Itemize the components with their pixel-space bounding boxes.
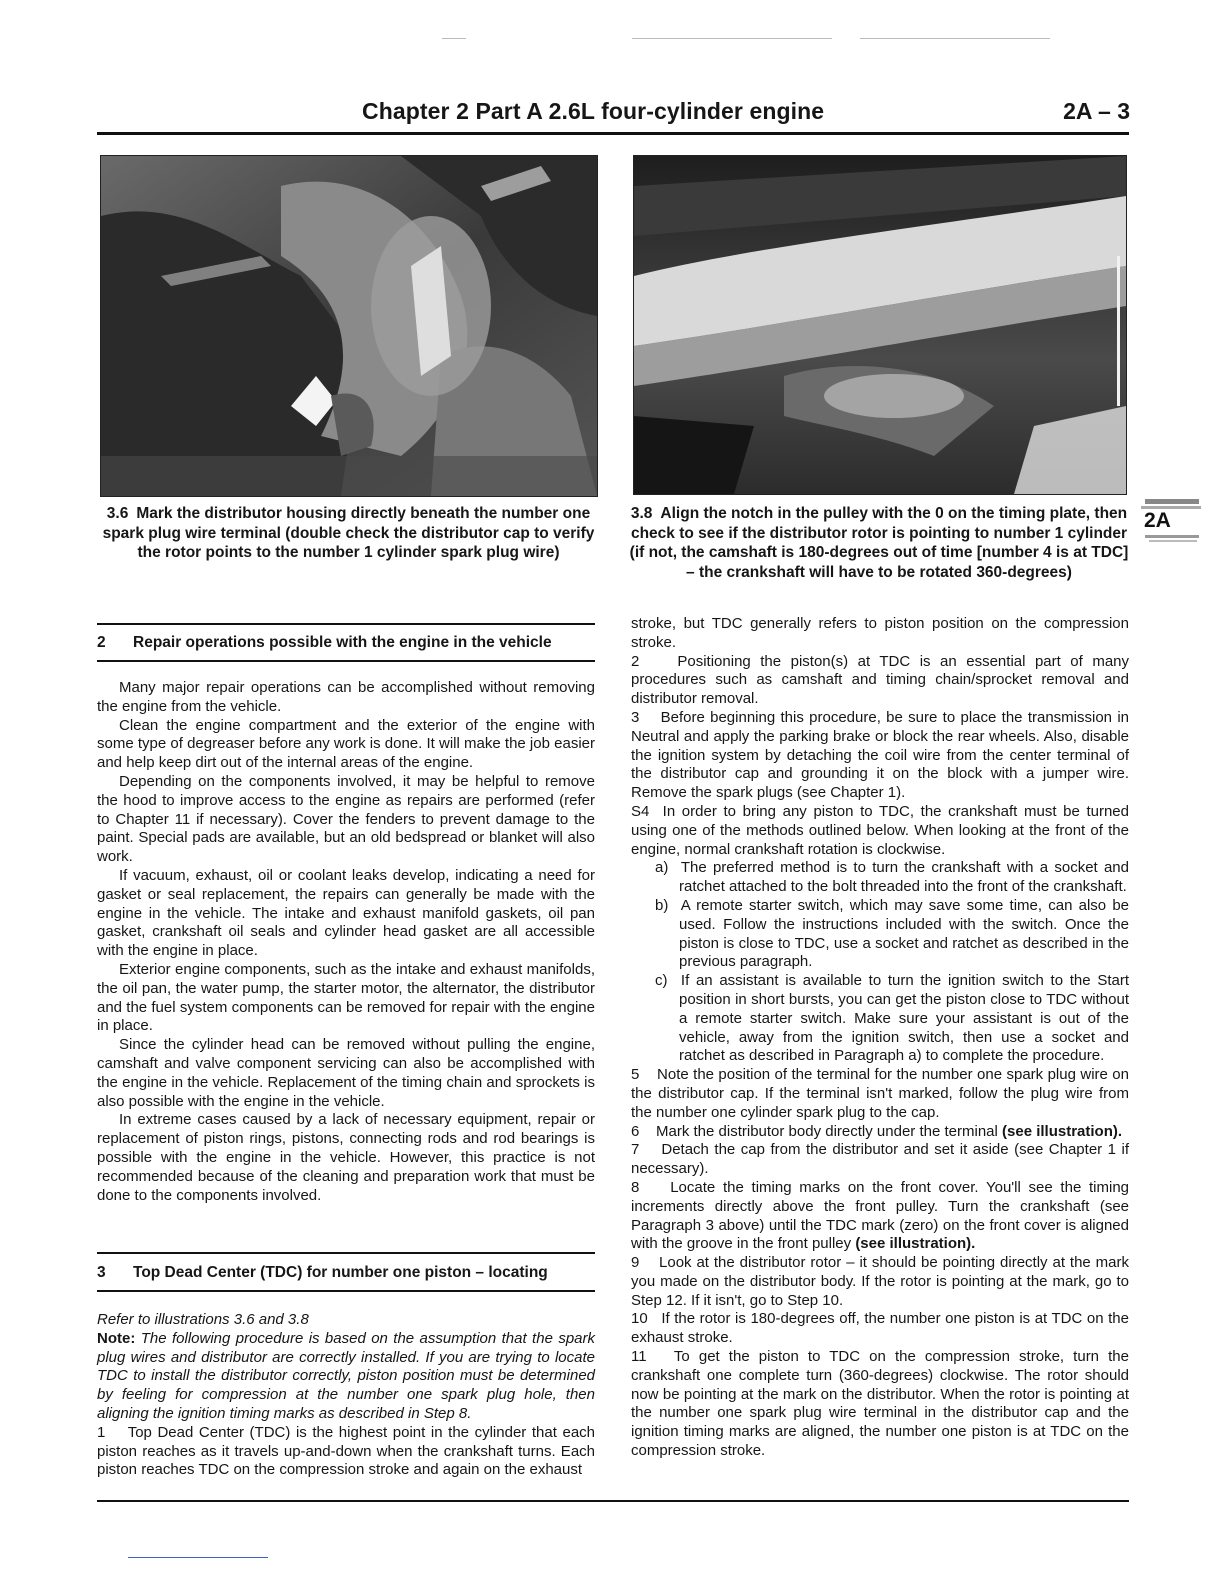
caption-text: Align the notch in the pulley with the 0 on the timing plate, then check to see if the distributor rotor is pointing to number 1 cylinder (if not, the camshaft is 180-degrees out of time [number 4 is at TDC] – the crankshaft will have to be rotated 360-degrees) [629, 505, 1129, 581]
chapter-title: Chapter 2 Part A 2.6L four-cylinder engine [362, 98, 825, 124]
right-column-body [631, 615, 1129, 1461]
step-7 [631, 1141, 1129, 1179]
section-number: 2 [97, 634, 106, 651]
method-label: b) [655, 896, 669, 914]
step-number: 7 [631, 1141, 640, 1159]
method-text: A remote starter switch, which may save some time, can also be used. Follow the instructions included with the switch. Once the piston is close to TDC, use a socket and ratchet as described in the previous paragraph. [679, 896, 1129, 971]
header-rule [97, 132, 1129, 135]
step-text: In order to bring any piston to TDC, the crankshaft must be turned using one of the methods outlined below. When looking at the front of the engine, normal crankshaft rotation is clockwise. [631, 802, 1129, 858]
step-number: 11 [631, 1348, 647, 1366]
step-number: 2 [631, 652, 640, 670]
photo-distributor-housing-icon [100, 155, 598, 497]
step-text: Detach the cap from the distributor and set it aside (see Chapter 1 if necessary). [631, 1141, 1130, 1178]
section-rule [97, 623, 595, 625]
note-label: Note: [97, 1329, 136, 1347]
paragraph: Many major repair operations can be accomplished without removing the engine from the vehicle. [97, 679, 595, 715]
paragraph: Depending on the components involved, it may be helpful to remove the hood to improve access to the engine as repairs are performed (refer to Chapter 11 if necessary). Cover the fenders to prevent damage to the paint. Special pads are available, but an old bedspread or blanket will also work. [97, 772, 595, 866]
step-4 [631, 803, 1129, 859]
illustration-link: (see illustration). [855, 1235, 976, 1253]
continuation-paragraph: stroke, but TDC generally refers to piston position on the compression stroke. [631, 615, 1129, 651]
section-body [97, 679, 595, 1205]
footer-mark [128, 1557, 268, 1558]
caption-text: Mark the distributor housing directly beneath the number one spark plug wire terminal (double check the distributor cap to verify the rotor points to the number 1 cylinder spark plug wire) [102, 505, 595, 561]
step-text: Locate the timing marks on the front cover. You'll see the timing increments directly above the front pulley. Turn the crankshaft (see Paragraph 3 above) until the TDC mark (zero) on the front cover is aligned with the groove in the front pulley [631, 1178, 1130, 1253]
photo-crankshaft-pulley-icon [633, 155, 1127, 495]
page-number: 2A – 3 [1063, 98, 1130, 124]
section-title: Repair operations possible with the engine in the vehicle [133, 634, 552, 651]
note-paragraph [97, 1330, 595, 1424]
method-text: The preferred method is to turn the crankshaft with a socket and ratchet attached to the bolt threaded into the front of the crankshaft. [679, 859, 1129, 896]
method-text: If an assistant is available to turn the ignition switch to the Start position in short bursts, you can get the piston close to TDC without a remote starter switch. Make sure your assistant is out of the vehicle, away from the ignition switch, then use a socket and ratchet as described in Paragraph a) to complete the procedure. [679, 972, 1129, 1065]
step-number: 9 [631, 1254, 640, 1272]
step-1 [97, 1424, 595, 1480]
illustration-reference: Refer to illustrations 3.6 and 3.8 [97, 1311, 309, 1328]
section-tab-label: 2A [1144, 509, 1171, 532]
scan-mark [632, 38, 832, 39]
method-b [631, 897, 1129, 972]
step-text: Top Dead Center (TDC) is the highest point in the cylinder that each piston reaches as it travels up-and-down when the crankshaft turns. Each piston reaches TDC on the compression stroke and again on the exhaust [97, 1423, 595, 1479]
figure-caption-3-6 [97, 504, 600, 563]
section-rule [97, 660, 595, 662]
section-tab [1141, 497, 1201, 545]
method-c [631, 972, 1129, 1066]
section-rule [97, 1290, 595, 1292]
section-heading [97, 1264, 548, 1282]
step-11 [631, 1348, 1129, 1461]
figure-number: 3.6 [106, 505, 129, 522]
step-text: Positioning the piston(s) at TDC is an essential part of many procedures such as camshaft and timing chain/sprocket removal and distributor removal. [631, 652, 1130, 708]
step-text: If the rotor is 180-degrees off, the number one piston is at TDC on the exhaust stroke. [631, 1310, 1129, 1347]
note-text: The following procedure is based on the assumption that the spark plug wires and distributor are correctly installed. If you are trying to locate TDC to install the distributor correctly, piston position must be determined by feeling for compression at the number one spark plug hole, then aligning the ignition timing marks as described in Step 8. [97, 1329, 595, 1422]
step-number: 8 [631, 1178, 640, 1196]
section-rule [97, 1252, 595, 1254]
paragraph: Exterior engine components, such as the intake and exhaust manifolds, the oil pan, the water pump, the starter motor, the alternator, the distributor and the fuel system components can be removed for repair with the engine in place. [97, 960, 595, 1035]
step-10 [631, 1310, 1129, 1348]
step-text: Note the position of the terminal for the number one spark plug wire on the distributor cap. If the terminal isn't marked, follow the plug wire from the number one cylinder spark plug to the cap. [631, 1066, 1129, 1121]
method-label: c) [655, 972, 668, 990]
step-number: 3 [631, 708, 640, 726]
paragraph: In extreme cases caused by a lack of necessary equipment, repair or replacement of piston rings, pistons, connecting rods and rod bearings is possible with the engine in the vehicle. However, this practice is not recommended because of the cleaning and preparation work that must be done to the components involved. [97, 1111, 595, 1204]
step-text: Before beginning this procedure, be sure to place the transmission in Neutral and apply the parking brake or block the rear wheels. Also, disable the ignition system by detaching the coil wire from the center terminal of the distributor cap and grounding it on the block with a jumper wire. Remove the spark plugs (see Chapter 1). [631, 708, 1130, 802]
step-8 [631, 1179, 1129, 1254]
footer-rule [97, 1500, 1129, 1502]
step-text: Mark the distributor body directly under the terminal [656, 1122, 998, 1140]
paragraph: Since the cylinder head can be removed without pulling the engine, camshaft and valve component servicing can also be accomplished with the engine in the vehicle. Replacement of the timing chain and sprockets is also possible with the engine in the vehicle. [97, 1036, 595, 1110]
paragraph: Clean the engine compartment and the exterior of the engine with some type of degreaser before any work is done. It will make the job easier and help keep dirt out of the internal areas of the engine. [97, 716, 595, 772]
step-number: 6 [631, 1122, 640, 1140]
step-2 [631, 653, 1129, 709]
section-number: 3 [97, 1264, 106, 1281]
step-number: S4 [631, 802, 650, 820]
paragraph: If vacuum, exhaust, oil or coolant leaks develop, indicating a need for gasket or seal replacement, the repairs can generally be made with the engine in the vehicle. The intake and exhaust manifold gaskets, oil pan gasket, crankshaft oil seals and cylinder head gasket are all accessible with the engine in place. [97, 866, 595, 960]
method-label: a) [655, 859, 669, 877]
step-text: Look at the distributor rotor – it should be pointing directly at the mark you made on the distributor body. If the rotor is pointing at the mark, go to Step 12. If it isn't, go to Step 10. [631, 1254, 1130, 1309]
step-3 [631, 709, 1129, 803]
section-heading [97, 634, 552, 652]
step-6 [631, 1123, 1129, 1142]
step-number: 5 [631, 1066, 640, 1084]
step-9 [631, 1254, 1129, 1310]
section-body [97, 1311, 595, 1480]
step-number: 1 [97, 1423, 106, 1441]
step-text: To get the piston to TDC on the compression stroke, turn the crankshaft one complete turn (360-degrees) clockwise. The rotor should now be pointing at the mark on the distributor. When the rotor is pointing at the number one spark plug wire terminal in the distributor cap and the ignition timing marks are aligned, the number one piston is at TDC on the compression stroke. [631, 1348, 1129, 1460]
figure-number: 3.8 [630, 505, 653, 522]
figure-caption-3-8 [628, 504, 1130, 582]
illustration-link: (see illustration). [1002, 1122, 1123, 1140]
method-a [631, 859, 1129, 897]
scan-mark [860, 38, 1050, 39]
section-title: Top Dead Center (TDC) for number one piston – locating [133, 1264, 548, 1281]
scan-mark [442, 38, 466, 39]
step-number: 10 [631, 1310, 648, 1328]
step-5 [631, 1066, 1129, 1122]
